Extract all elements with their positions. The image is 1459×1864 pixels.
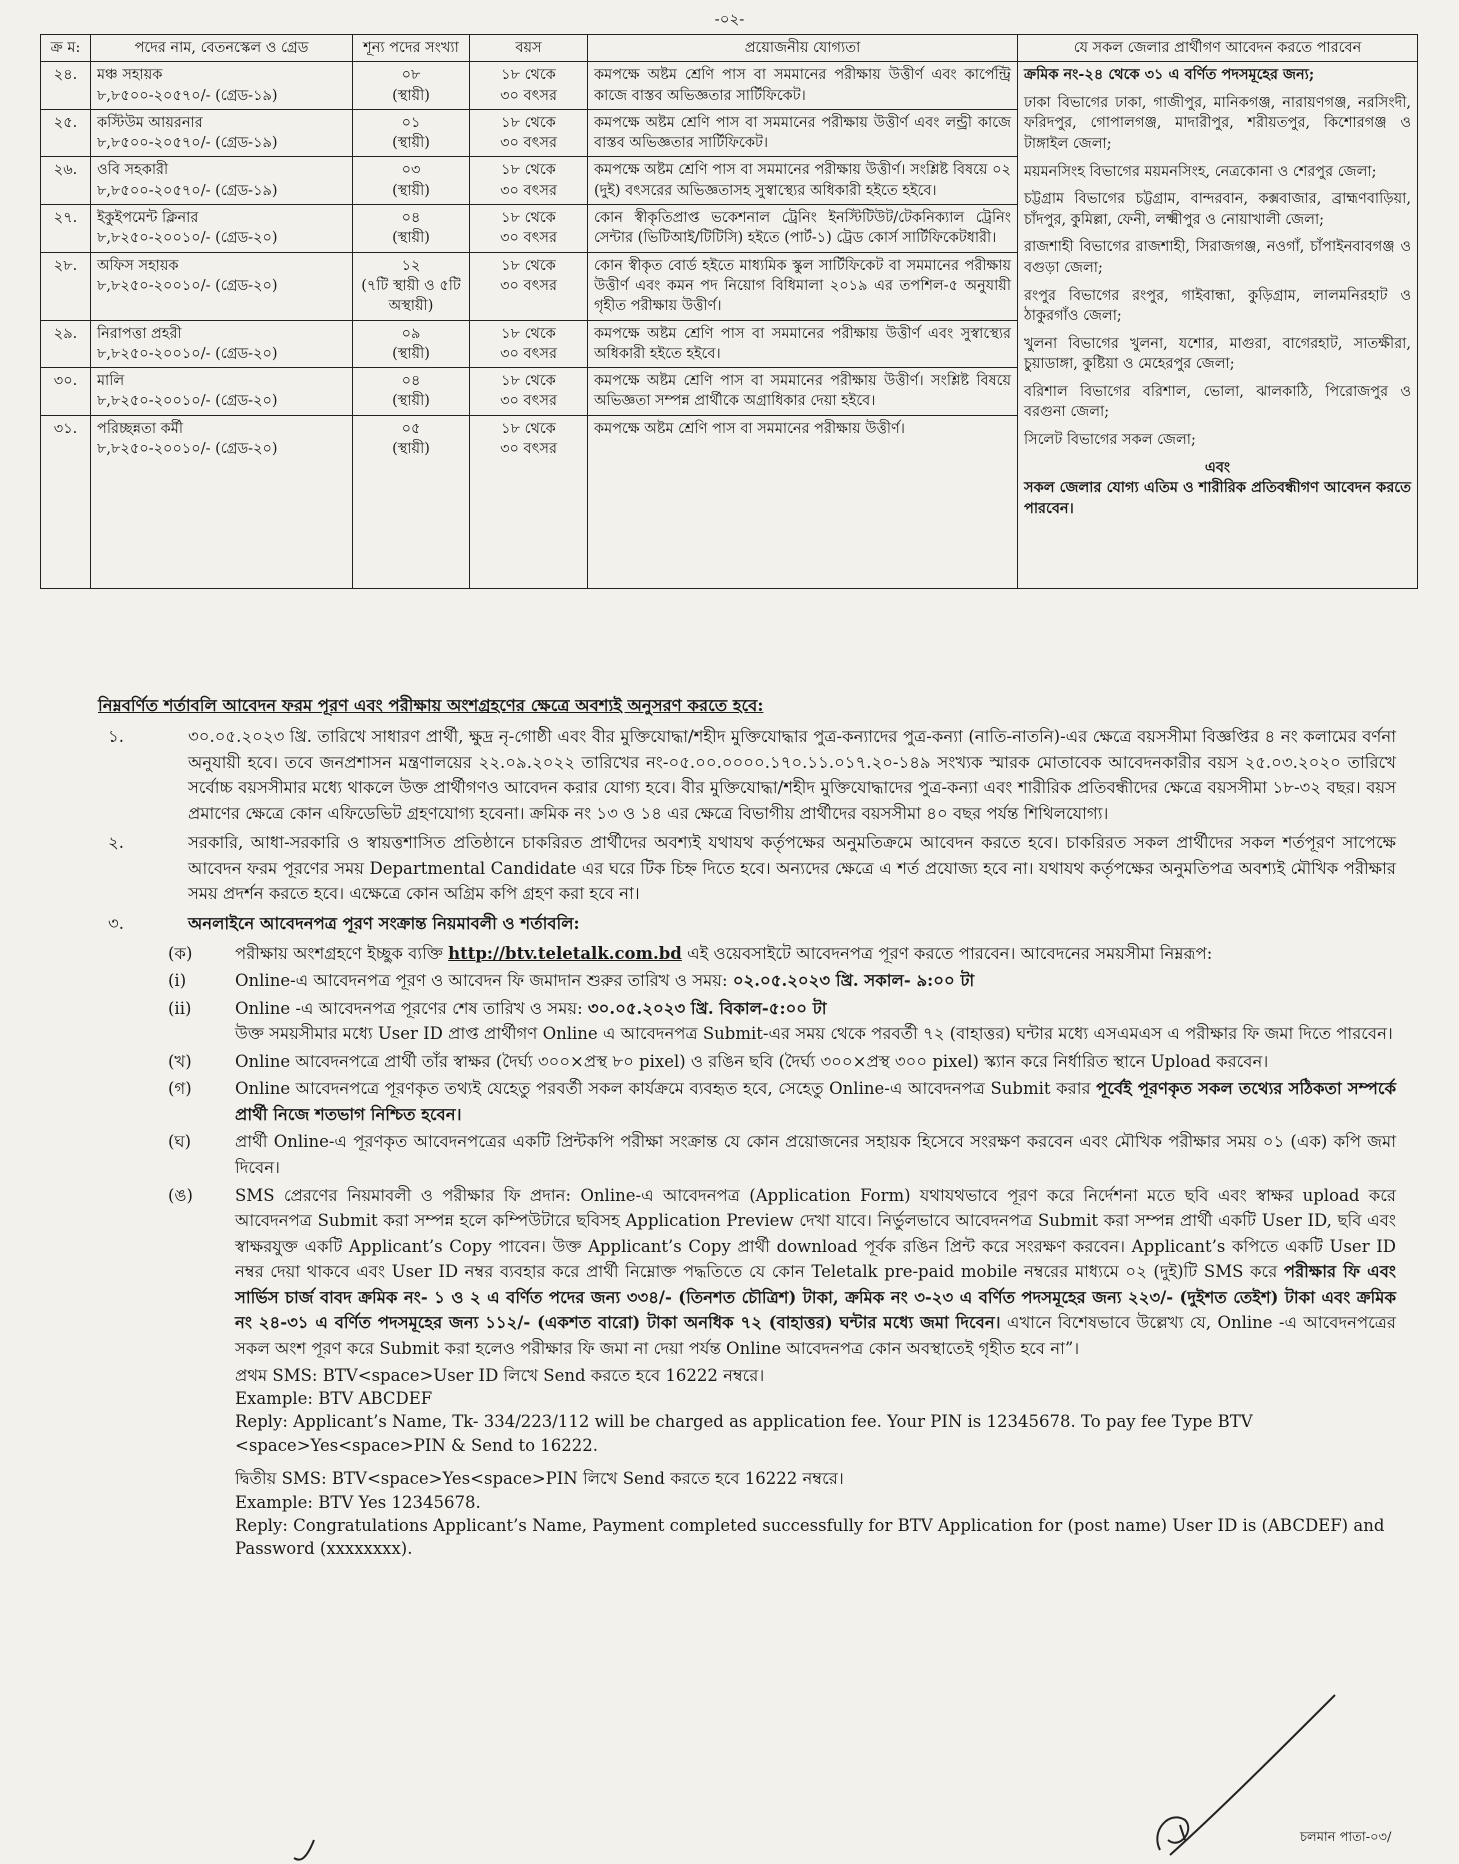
header-post: পদের নাম, বেতনস্কেল ও গ্রেড bbox=[91, 35, 353, 62]
vacancy-count: ০১ bbox=[401, 114, 421, 131]
sms-second-reply: Reply: Congratulations Applicant’s Name, Payment completed successfully for BTV Application for (post name) User ID is (ABCDEF) and Password (xxxxxxxx). bbox=[235, 1516, 1385, 1559]
age-from: ১৮ থেকে bbox=[501, 257, 556, 274]
sms-first-reply: Reply: Applicant’s Name, Tk- 334/223/112 will be charged as application fee. Your PIN is 12345678. To pay fee Type BTV <space>Yes<space>PIN & Send to 16222. bbox=[235, 1412, 1253, 1455]
subterm-text: প্রার্থী Online-এ পূরণকৃত আবেদনপত্রের একটি প্রিন্টকপি পরীক্ষা সংক্রান্ত যে কোন প্রয়োজনের সহায়ক হিসেবে সংরক্ষণ করবেন এবং মৌখিক পরীক্ষার সময় ০১ (এক) কপি জমা দিবেন। bbox=[235, 1132, 1396, 1177]
fee-details: পরীক্ষার ফি এবং সার্ভিস চার্জ বাবদ ক্রমিক নং- ১ ও ২ এ বর্ণিত পদের জন্য ৩৩৪/- (তিনশত চৌত্রিশ) টাকা, ক্রমিক নং ৩-২৩ এ বর্ণিত পদসমূহের জন্য ২২৩/- (দুইশত তেইশ) টাকা এবং ক্রমিক নং ২৪-৩১ এ বর্ণিত পদসমূহের জন্য ১১২/- (একশত বারো) টাকা অনধিক ৭২ (বাহাত্তর) ঘন্টার মধ্যে জমা দিবেন। bbox=[235, 1262, 1396, 1333]
cell-qualification: কমপক্ষে অষ্টম শ্রেণি পাস বা সমমানের পরীক্ষায় উত্তীর্ণ এবং সুস্বাস্থ্যের অধিকারী হইতে হইবে। bbox=[588, 320, 1018, 368]
sms-first: প্রথম SMS: BTV<space>User ID লিখে Send করতে হবে 16222 নম্বরে। bbox=[235, 1365, 765, 1385]
cell-serial: ২৭. bbox=[41, 205, 91, 253]
subterm-ii bbox=[88, 996, 1396, 1047]
eligibility-sylhet: সিলেট বিভাগের সকল জেলা; bbox=[1024, 431, 1196, 448]
subterm-ka bbox=[88, 941, 1396, 967]
post-name: নিরাপত্তা প্রহরী bbox=[97, 325, 182, 342]
subterm-note: উক্ত সময়সীমার মধ্যে User ID প্রাপ্ত প্রার্থীগণ Online এ আবেদনপত্র Submit-এর সময় থেকে পরবর্তী ৭২ (বাহাত্তর) ঘন্টার মধ্যে এসএমএস এ পরীক্ষার ফি জমা দিতে পারবেন। bbox=[235, 1024, 1393, 1044]
pay-scale: ৮,৮২৫০-২০০১০/- (গ্রেড-২০) bbox=[97, 441, 278, 458]
vacancy-count: ০৯ bbox=[401, 325, 421, 342]
post-name: কস্টিউম আয়রনার bbox=[97, 114, 203, 131]
term-2 bbox=[88, 830, 1396, 907]
cell-post bbox=[91, 62, 353, 110]
filler-cell bbox=[588, 462, 1018, 589]
term-1 bbox=[88, 724, 1396, 826]
cell-vacancy bbox=[353, 415, 470, 462]
eligibility-barishal: বরিশাল বিভাগের বরিশাল, ভোলা, ঝালকাঠি, পিরোজপুর ও বরগুনা জেলা; bbox=[1024, 383, 1411, 421]
header-age: বয়স bbox=[470, 35, 588, 62]
cell-serial: ২৮. bbox=[41, 252, 91, 320]
application-website-link[interactable]: http://btv.teletalk.com.bd bbox=[448, 943, 682, 963]
subterm-number: (গ) bbox=[168, 1079, 192, 1099]
cell-serial: ২৫. bbox=[41, 109, 91, 157]
age-to: ৩০ বৎসর bbox=[500, 135, 557, 152]
header-vacancy: শূন্য পদের সংখ্যা bbox=[353, 35, 470, 62]
terms-section bbox=[88, 724, 1396, 1561]
filler-cell bbox=[470, 462, 588, 589]
post-name: পরিচ্ছন্নতা কর্মী bbox=[97, 420, 184, 437]
term-text: ৩০.০৫.২০২৩ খ্রি. তারিখে সাধারণ প্রার্থী, ক্ষুদ্র নৃ-গোষ্ঠী এবং বীর মুক্তিযোদ্ধা/শহীদ মুক্তিযোদ্ধার পুত্র-কন্যাদের পুত্র-কন্যা (নাতি-নাতনি)-এর ক্ষেত্রে বয়সসীমা বিজ্ঞপ্তির ৪ নং কলামের বর্ণনা অনুযায়ী হবে। তবে জনপ্রশাসন মন্ত্রণালয়ের ২২.০৯.২০২২ তারিখের নং-০৫.০০.০০০০.১৭০.১১.০১৭.২০-১৪৯ সংখ্যক স্মারক মোতাবেক আবেদনকারীর বয়স ২৫.০৩.২০২০ তারিখে সর্বোচ্চ বয়সসীমার মধ্যে থাকলে উক্ত প্রার্থীগণও আবেদন করার যোগ্য হবে। বীর মুক্তিযোদ্ধা/শহীদ মুক্তিযোদ্ধাদের পুত্র-কন্যা এবং শারীরিক প্রতিবন্ধীদের ক্ষেত্রে বয়সসীমা ১৮-৩২ বছর। বয়স প্রমাণের ক্ষেত্রে কোন এফিডেভিট গ্রহণযোগ্য হবেনা। ক্রমিক নং ১৩ ও ১৪ এর ক্ষেত্রে বিভাগীয় প্রার্থীদের বয়সসীমা ৪০ বছর পর্যন্ত শিথিলযোগ্য। bbox=[188, 727, 1396, 823]
subterm-number: (খ) bbox=[168, 1051, 192, 1071]
cell-qualification: কমপক্ষে অষ্টম শ্রেণি পাস বা সমমানের পরীক্ষায় উত্তীর্ণ। bbox=[588, 415, 1018, 462]
subterm-text: এখানে বিশেষভাবে উল্লেখ্য যে, Online -এ আবেদনপত্রের সকল অংশ পূরণ করে Submit করা হলেও পরীক্ষার ফি জমা না দেয়া পর্যন্ত Online আবেদনপত্র কোন অবস্থাতেই গৃহীত হবে না”। bbox=[235, 1313, 1396, 1358]
cell-serial: ২৬. bbox=[41, 157, 91, 205]
vacancy-count: ০৪ bbox=[401, 210, 421, 227]
cell-vacancy bbox=[353, 205, 470, 253]
subterm-text: Online -এ আবেদনপত্র পূরণের শেষ তারিখ ও সময়: bbox=[235, 998, 588, 1018]
subterm-text: Online আবেদনপত্রে প্রার্থী তাঁর স্বাক্ষর (দৈর্ঘ্য ৩০০×প্রস্থ ৮০ pixel) ও রঙিন ছবি (দৈর্ঘ্য ৩০০×প্রস্থ ৩০০ pixel) স্ক্যান করে নির্ধারিত স্থানে Upload করবেন। bbox=[235, 1051, 1269, 1071]
vacancy-type: (স্থায়ী) bbox=[392, 182, 430, 199]
cell-post bbox=[91, 252, 353, 320]
cell-post bbox=[91, 415, 353, 462]
cell-qualification: কোন স্বীকৃতিপ্রাপ্ত ভকেশনাল ট্রেনিং ইনস্টিটিউট/টেকনিক্যাল ট্রেনিং সেন্টার (ভিটিআই/টিটিসি) হইতে (পার্ট-১) ট্রেড কোর্স সার্টিফিকেটধারী। bbox=[588, 205, 1018, 253]
cell-qualification: কোন স্বীকৃত বোর্ড হইতে মাধ্যমিক স্কুল সার্টিফিকেট বা সমমানের পরীক্ষায় উত্তীর্ণ এবং কমন পদ নিয়োগ বিধিমালা ২০১৯ এর তপশিল-৫ অনুযায়ী গৃহীত পরীক্ষায় উত্তীর্ণ। bbox=[588, 252, 1018, 320]
pay-scale: ৮,৮৫০০-২০৫৭০/- (গ্রেড-১৯) bbox=[97, 135, 278, 152]
age-from: ১৮ থেকে bbox=[501, 162, 556, 179]
conditions-heading: নিম্নবর্ণিত শর্তাবলি আবেদন ফরম পূরণ এবং পরীক্ষায় অংশগ্রহণের ক্ষেত্রে অবশ্যই অনুসরণ করতে হবে: bbox=[98, 696, 764, 715]
pay-scale: ৮,৮২৫০-২০০১০/- (গ্রেড-২০) bbox=[97, 230, 278, 247]
term-3 bbox=[88, 911, 1396, 937]
cell-age bbox=[470, 415, 588, 462]
subterm-number: (ii) bbox=[168, 998, 192, 1018]
cell-serial: ৩০. bbox=[41, 368, 91, 416]
subterm-nga bbox=[88, 1183, 1396, 1362]
eligibility-and: এবং bbox=[1204, 458, 1231, 476]
post-name: অফিস সহায়ক bbox=[97, 257, 179, 274]
pay-scale: ৮,৮৫০০-২০৫৭০/- (গ্রেড-১৯) bbox=[97, 182, 278, 199]
age-to: ৩০ বৎসর bbox=[500, 230, 557, 247]
term-text: সরকারি, আধা-সরকারি ও স্বায়ত্তশাসিত প্রতিষ্ঠানে চাকরিরত প্রার্থীদের অবশ্যই যথাযথ কর্তৃপক্ষের অনুমতিক্রমে আবেদন করতে হবে। চাকরিরত সকল প্রার্থীদের সকল শর্তপূরণ সাপেক্ষে আবেদন ফরম পূরণের সময় Departmental Candidate এর ঘরে টিক চিহ্ন দিতে হবে। অন্যদের ক্ষেত্রে এ শর্ত প্রযোজ্য হবে না। যথাযথ কর্তৃপক্ষের অনুমতিপত্র অবশ্যই মৌখিক পরীক্ষার সময় প্রদর্শন করতে হবে। এক্ষেত্রে কোন অগ্রিম কপি গ্রহণ করা হবে না। bbox=[188, 833, 1396, 904]
vacancy-count: ০৩ bbox=[401, 162, 421, 179]
age-from: ১৮ থেকে bbox=[501, 373, 556, 390]
header-districts: যে সকল জেলার প্রার্থীগণ আবেদন করতে পারবেন bbox=[1018, 35, 1418, 62]
subterm-kha bbox=[88, 1049, 1396, 1075]
vacancy-type: (স্থায়ী) bbox=[392, 230, 430, 247]
cell-serial: ২৯. bbox=[41, 320, 91, 368]
age-from: ১৮ থেকে bbox=[501, 67, 556, 84]
sms-first-example: Example: BTV ABCDEF bbox=[235, 1388, 433, 1408]
filler-cell bbox=[91, 462, 353, 589]
age-to: ৩০ বৎসর bbox=[500, 345, 557, 362]
term-number: ২. bbox=[108, 833, 124, 853]
cell-age bbox=[470, 320, 588, 368]
term-number: ৩. bbox=[108, 913, 124, 933]
eligibility-chattogram: চট্টগ্রাম বিভাগের চট্টগ্রাম, বান্দরবান, কক্সবাজার, ব্রাহ্মণবাড়িয়া, চাঁদপুর, কুমিল্লা, ফেনী, লক্ষ্মীপুর ও নোয়াখালী জেলা; bbox=[1024, 191, 1411, 228]
cell-age bbox=[470, 62, 588, 110]
subterm-number: (ঘ) bbox=[168, 1132, 192, 1152]
subterm-text: পরীক্ষায় অংশগ্রহণে ইচ্ছুক ব্যক্তি bbox=[235, 943, 449, 963]
subterm-ga bbox=[88, 1076, 1396, 1127]
cell-post bbox=[91, 109, 353, 157]
age-from: ১৮ থেকে bbox=[501, 420, 556, 437]
cell-qualification: কমপক্ষে অষ্টম শ্রেণি পাস বা সমমানের পরীক্ষায় উত্তীর্ণ এবং কার্পেন্ট্রি কাজে বাস্তব অভিজ্ঞতার সার্টিফিকেট। bbox=[588, 62, 1018, 110]
term-number: ১. bbox=[108, 727, 124, 746]
sms-instructions bbox=[88, 1364, 1396, 1561]
table-row bbox=[41, 62, 1418, 110]
age-from: ১৮ থেকে bbox=[501, 325, 556, 342]
table-header-row bbox=[41, 35, 1418, 62]
start-datetime: ০২.০৫.২০২৩ খ্রি. সকাল- ৯:০০ টা bbox=[732, 971, 975, 991]
cell-age bbox=[470, 205, 588, 253]
vacancy-count: ০৪ bbox=[401, 373, 421, 390]
cell-post bbox=[91, 205, 353, 253]
cell-qualification: কমপক্ষে অষ্টম শ্রেণি পাস বা সমমানের পরীক্ষায় উত্তীর্ণ এবং লন্ড্রী কাজে বাস্তব অভিজ্ঞতার সার্টিফিকেট। bbox=[588, 109, 1018, 157]
age-to: ৩০ বৎসর bbox=[500, 87, 557, 104]
term-title: অনলাইনে আবেদনপত্র পূরণ সংক্রান্ত নিয়মাবলী ও শর্তাবলি: bbox=[188, 913, 580, 933]
cell-vacancy bbox=[353, 320, 470, 368]
cell-qualification: কমপক্ষে অষ্টম শ্রেণি পাস বা সমমানের পরীক্ষায় উত্তীর্ণ। সংশ্লিষ্ট বিষয়ে ০২ (দুই) বৎসরের অভিজ্ঞতাসহ সুস্বাস্থ্যের অধিকারী হইতে হইবে। bbox=[588, 157, 1018, 205]
cell-vacancy bbox=[353, 157, 470, 205]
pay-scale: ৮,৮২৫০-২০০১০/- (গ্রেড-২০) bbox=[97, 277, 278, 294]
header-serial: ক্র ম: bbox=[41, 35, 91, 62]
post-name: ইকুইপমেন্ট ক্লিনার bbox=[97, 210, 199, 227]
pay-scale: ৮,৮২৫০-২০০১০/- (গ্রেড-২০) bbox=[97, 393, 278, 410]
cell-vacancy bbox=[353, 109, 470, 157]
vacancy-type: (স্থায়ী) bbox=[392, 135, 430, 152]
age-to: ৩০ বৎসর bbox=[500, 182, 557, 199]
subterm-text: SMS প্রেরণের নিয়মাবলী ও পরীক্ষার ফি প্রদান: Online-এ আবেদনপত্র (Application Form) যথাযথভাবে পূরণ করে নির্দেশনা মতে ছবি এবং স্বাক্ষর upload করে আবেদনপত্র Submit করা সম্পন্ন হলে কম্পিউটারে ছবিসহ Application Preview দেখা যাবে। নির্ভুলভাবে আবেদনপত্র Submit করা সম্পন্ন প্রার্থী একটি User ID, ছবি এবং স্বাক্ষরযুক্ত একটি Applicant’s Copy পাবেন। উক্ত Applicant’s Copy প্রার্থী download পূর্বক রঙিন প্রিন্ট করে সংরক্ষণ করবেন। Applicant’s কপিতে একটি User ID নম্বর দেয়া থাকবে এবং User ID নম্বর ব্যবহার করে প্রার্থী নিম্নোক্ত পদ্ধতিতে যে কোন Teletalk pre-paid mobile নম্বরের মাধ্যমে ০২ (দুই)টি SMS করে bbox=[235, 1185, 1396, 1282]
eligibility-rangpur: রংপুর বিভাগের রংপুর, গাইবান্ধা, কুড়িগ্রাম, লালমনিরহাট ও ঠাকুরগাঁও জেলা; bbox=[1024, 287, 1411, 325]
eligibility-mymensingh: ময়মনসিংহ বিভাগের ময়মনসিংহ, নেত্রকোনা ও শেরপুর জেলা; bbox=[1024, 163, 1377, 180]
sms-second: দ্বিতীয় SMS: BTV<space>Yes<space>PIN লিখে Send করতে হবে 16222 নম্বরে। bbox=[235, 1469, 844, 1489]
post-name: ওবি সহকারী bbox=[97, 162, 169, 179]
subterm-gha bbox=[88, 1129, 1396, 1180]
page-number: -০২- bbox=[714, 10, 745, 28]
vacancy-type: (স্থায়ী) bbox=[392, 87, 430, 104]
subterm-i bbox=[88, 968, 1396, 994]
age-from: ১৮ থেকে bbox=[501, 114, 556, 131]
cell-eligible-districts bbox=[1018, 62, 1418, 589]
subterm-number: (i) bbox=[168, 971, 187, 991]
vacancy-count: ০৫ bbox=[401, 420, 421, 437]
subterm-number: (ক) bbox=[168, 943, 193, 963]
subterm-text: এই ওয়েবসাইটে আবেদনপত্র পূরণ করতে পারবেন। আবেদনের সময়সীমা নিম্নরূপ: bbox=[681, 943, 1213, 963]
pay-scale: ৮,৮৫০০-২০৫৭০/- (গ্রেড-১৯) bbox=[97, 87, 278, 104]
subterm-text: Online আবেদনপত্রে পূরণকৃত তথ্যই যেহেতু পরবর্তী সকল কার্যক্রমে ব্যবহৃত হবে, সেহেতু Online-এ আবেদনপত্র Submit করার bbox=[235, 1079, 1097, 1099]
cell-age bbox=[470, 109, 588, 157]
cell-vacancy bbox=[353, 368, 470, 416]
vacancy-type: (৭টি স্থায়ী ও ৫টি অস্থায়ী) bbox=[361, 277, 461, 315]
age-from: ১৮ থেকে bbox=[501, 210, 556, 227]
continuation-note: চলমান পাতা-০৩/ bbox=[1300, 1830, 1392, 1845]
eligibility-khulna: খুলনা বিভাগের খুলনা, যশোর, মাগুরা, বাগেরহাট, সাতক্ষীরা, চুয়াডাঙ্গা, কুষ্টিয়া ও মেহেরপুর জেলা; bbox=[1024, 335, 1411, 373]
filler-cell bbox=[353, 462, 470, 589]
sms-second-example: Example: BTV Yes 12345678. bbox=[235, 1492, 481, 1512]
vacancy-type: (স্থায়ী) bbox=[392, 441, 430, 458]
age-to: ৩০ বৎসর bbox=[500, 441, 557, 458]
end-datetime: ৩০.০৫.২০২৩ খ্রি. বিকাল-৫:০০ টা bbox=[587, 998, 827, 1018]
vacancy-count: ১২ bbox=[401, 257, 421, 274]
eligibility-dhaka: ঢাকা বিভাগের ঢাকা, গাজীপুর, মানিকগঞ্জ, নারায়ণগঞ্জ, নরসিংদী, ফরিদপুর, গোপালগঞ্জ, মাদারীপুর, শরীয়তপুর, কিশোরগঞ্জ ও টাঙ্গাইল জেলা; bbox=[1024, 94, 1411, 153]
subterm-text: Online-এ আবেদনপত্র পূরণ ও আবেদন ফি জমাদান শুরুর তারিখ ও সময়: bbox=[235, 971, 733, 991]
cell-serial: ২৪. bbox=[41, 62, 91, 110]
filler-cell bbox=[41, 462, 91, 589]
age-to: ৩০ বৎসর bbox=[500, 277, 557, 294]
eligibility-rajshahi: রাজশাহী বিভাগের রাজশাহী, সিরাজগঞ্জ, নওগাঁ, চাঁপাইনবাবগঞ্জ ও বগুড়া জেলা; bbox=[1024, 239, 1411, 276]
cell-serial: ৩১. bbox=[41, 415, 91, 462]
vacancy-type: (স্থায়ী) bbox=[392, 345, 430, 362]
pay-scale: ৮,৮২৫০-২০০১০/- (গ্রেড-২০) bbox=[97, 345, 278, 362]
eligibility-intro: ক্রমিক নং-২৪ থেকে ৩১ এ বর্ণিত পদসমূহের জন্য; bbox=[1024, 66, 1315, 84]
age-to: ৩০ বৎসর bbox=[500, 393, 557, 410]
cell-vacancy bbox=[353, 62, 470, 110]
post-name: মালি bbox=[97, 373, 125, 390]
cell-age bbox=[470, 252, 588, 320]
post-name: মঞ্চ সহায়ক bbox=[97, 67, 163, 84]
eligibility-final: সকল জেলার যোগ্য এতিম ও শারীরিক প্রতিবন্ধীগণ আবেদন করতে পারবেন। bbox=[1024, 479, 1411, 517]
header-qualification: প্রয়োজনীয় যোগ্যতা bbox=[588, 35, 1018, 62]
vacancy-count: ০৮ bbox=[401, 67, 421, 84]
cell-age bbox=[470, 157, 588, 205]
cell-post bbox=[91, 320, 353, 368]
cell-age bbox=[470, 368, 588, 416]
posts-table bbox=[40, 34, 1418, 589]
subterm-emphasis: পূর্বেই পূরণকৃত সকল তথ্যের সঠিকতা সম্পর্কে প্রার্থী নিজে শতভাগ নিশ্চিত হবেন। bbox=[235, 1079, 1396, 1124]
cell-qualification: কমপক্ষে অষ্টম শ্রেণি পাস বা সমমানের পরীক্ষায় উত্তীর্ণ। সংশ্লিষ্ট বিষয়ে অভিজ্ঞতা সম্পন্ন প্রার্থীকে অগ্রাধিকার দেয়া হইবে। bbox=[588, 368, 1018, 416]
vacancy-type: (স্থায়ী) bbox=[392, 393, 430, 410]
tick-mark bbox=[290, 1838, 320, 1864]
cell-vacancy bbox=[353, 252, 470, 320]
cell-post bbox=[91, 157, 353, 205]
cell-post bbox=[91, 368, 353, 416]
subterm-number: (ঙ) bbox=[168, 1185, 193, 1205]
